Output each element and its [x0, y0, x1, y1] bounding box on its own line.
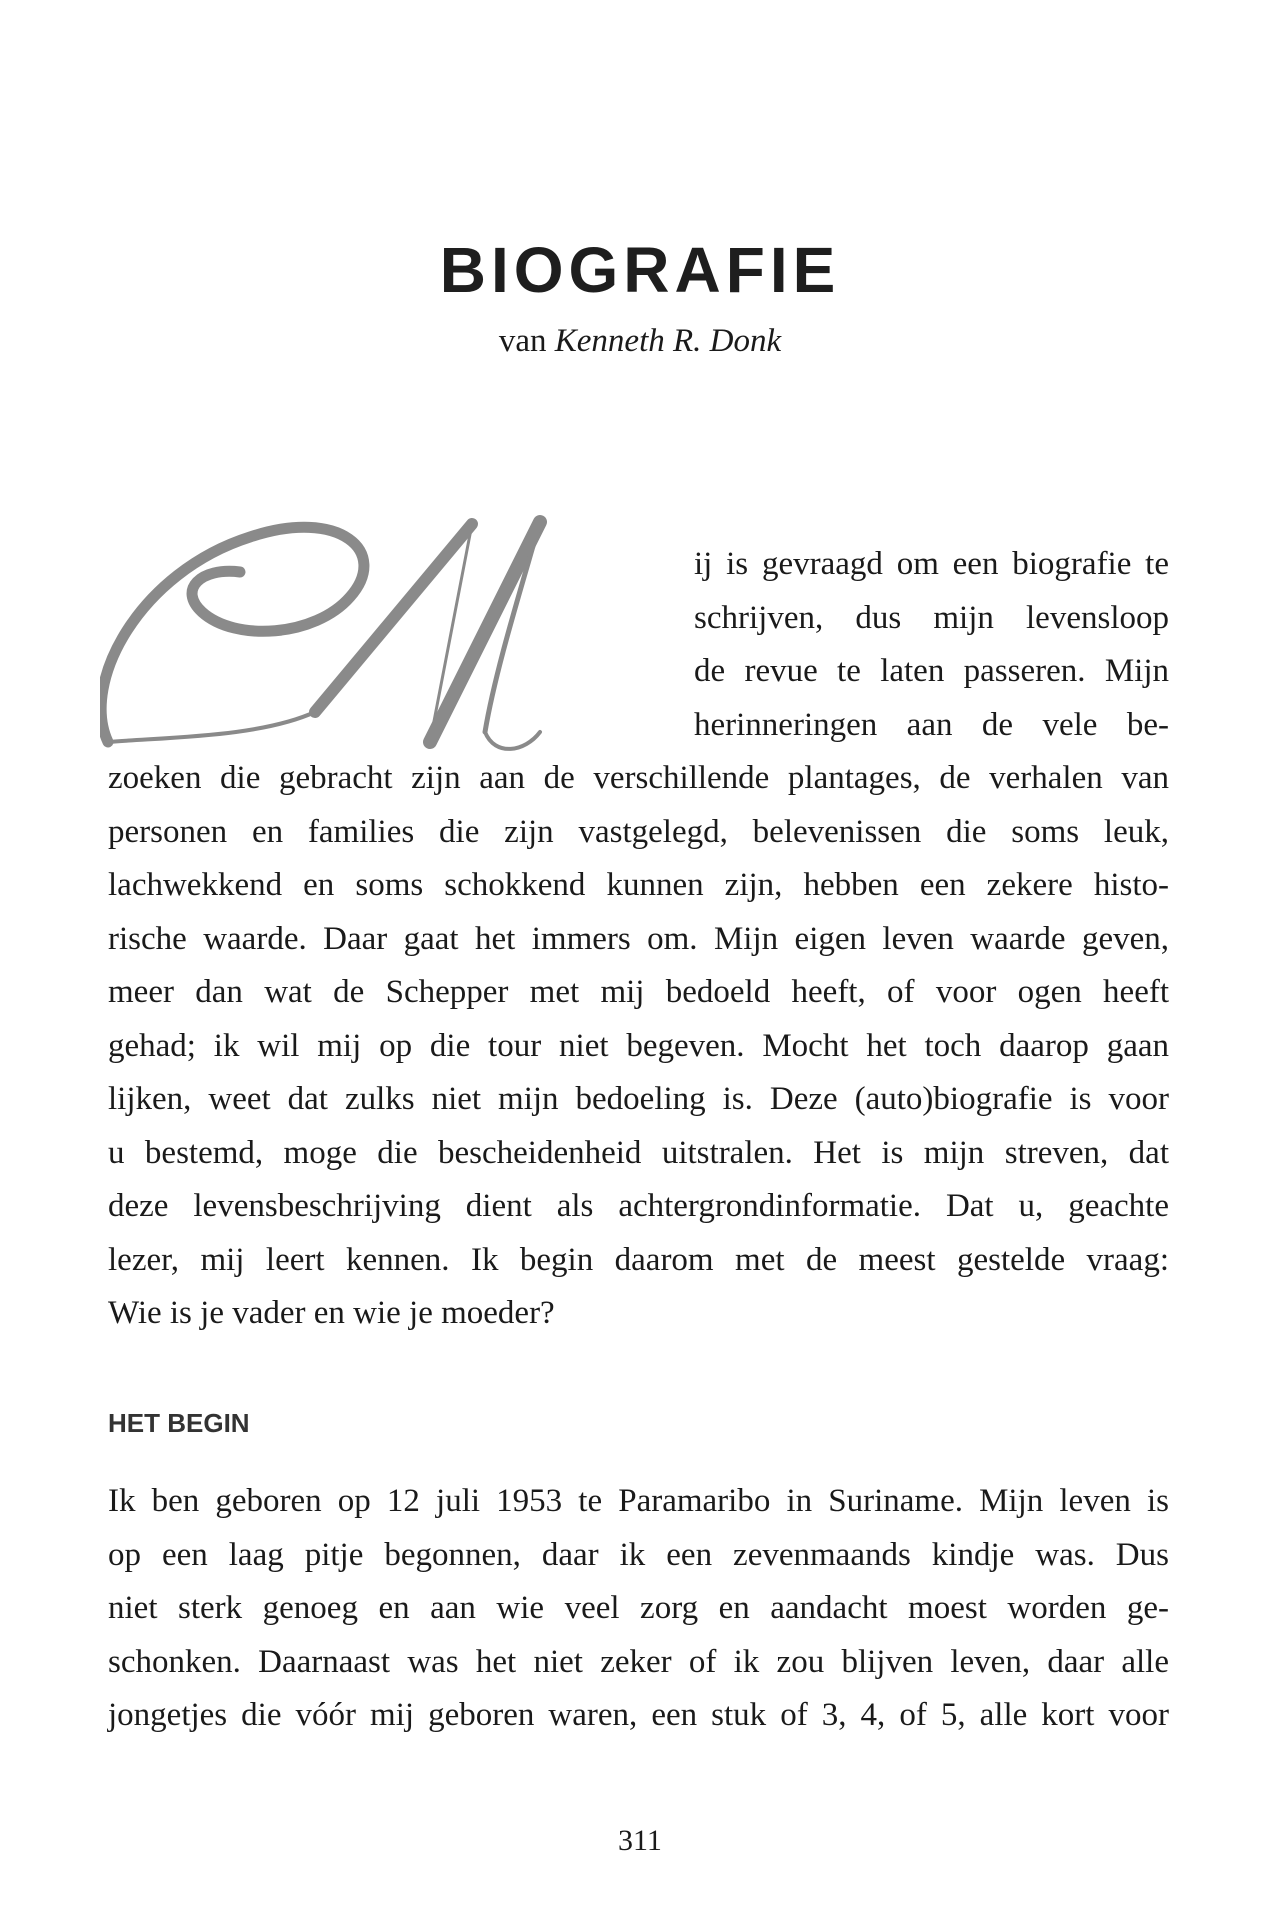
- text-line: niet sterk genoeg en aan wie veel zorg en aandacht moest worden ge-: [108, 1590, 1169, 1626]
- byline-prefix: van: [498, 323, 547, 359]
- text-line: Wie is je vader en wie je moeder?: [108, 1295, 555, 1331]
- intro-paragraph-continued: [108, 752, 1169, 1341]
- text-line: herinneringen aan de vele be-: [694, 706, 1169, 743]
- text-line: schrijven, dus mijn levensloop: [694, 599, 1169, 636]
- text-line: meer dan wat de Schepper met mij bedoeld heeft, of voor ogen heeft: [108, 974, 1169, 1010]
- section-paragraph: [108, 1475, 1169, 1743]
- text-line: zoeken die gebracht zijn aan de verschillende plantages, de verhalen van: [108, 760, 1169, 796]
- text-line: personen en families die zijn vastgelegd, belevenissen die soms leuk,: [108, 813, 1169, 850]
- text-line: u bestemd, moge die bescheidenheid uitstralen. Het is mijn streven, dat: [108, 1134, 1169, 1171]
- decorative-drop-cap-m: [100, 512, 700, 762]
- text-line: de revue te laten passeren. Mijn: [694, 653, 1169, 689]
- intro-paragraph-first-lines: [694, 538, 1169, 752]
- page-title: BIOGRAFIE: [439, 234, 841, 306]
- text-line: lachwekkend en soms schokkend kunnen zijn, hebben een zekere histo-: [108, 867, 1169, 903]
- section-heading: HET BEGIN: [108, 1408, 250, 1438]
- text-line: deze levensbeschrijving dient als achtergrondinformatie. Dat u, geachte: [108, 1188, 1169, 1224]
- text-line: jongetjes die vóór mij geboren waren, een stuk of 3, 4, of 5, alle kort voor: [108, 1697, 1169, 1733]
- text-line: lezer, mij leert kennen. Ik begin daarom met de meest gestelde vraag:: [108, 1241, 1169, 1278]
- text-line: ij is gevraagd om een biografie te: [694, 546, 1169, 582]
- text-line: op een laag pitje begonnen, daar ik een zevenmaands kindje was. Dus: [108, 1536, 1169, 1573]
- text-line: Ik ben geboren op 12 juli 1953 te Paramaribo in Suriname. Mijn leven is: [108, 1483, 1169, 1519]
- byline: [0, 322, 1280, 362]
- page-number: 311: [618, 1824, 662, 1857]
- text-line: gehad; ik wil mij op die tour niet begeven. Mocht het toch daarop gaan: [108, 1027, 1169, 1064]
- text-line: lijken, weet dat zulks niet mijn bedoeling is. Deze (auto)biografie is voor: [108, 1081, 1169, 1117]
- text-line: rische waarde. Daar gaat het immers om. Mijn eigen leven waarde geven,: [108, 920, 1169, 957]
- author-name: Kenneth R. Donk: [554, 323, 782, 359]
- text-line: schonken. Daarnaast was het niet zeker of ik zou blijven leven, daar alle: [108, 1643, 1169, 1680]
